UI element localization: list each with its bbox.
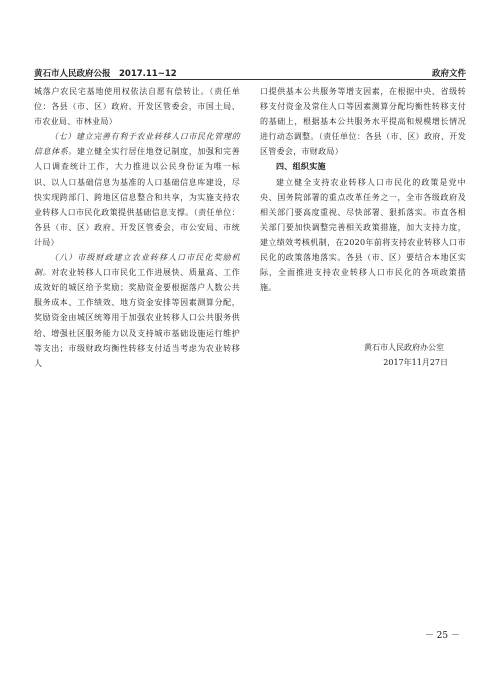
paragraph (260, 84, 466, 159)
paragraph (260, 175, 466, 296)
paragraph-text: 对农业转移人口市民化工作进展快、质量高、工作成效好的城区给予奖励；奖励资金要根据落户人数公共服务成本、工作绩效、地方资金安排等因素测算分配，奖励资金由城区统筹用于加强农业转移人口公共服务供给、增强社区服务能力以及支持城市基础设施运行维护等支出；市级财政均衡性转移支付适当考虑为农业转移人 (34, 268, 240, 368)
paragraph (34, 250, 240, 371)
paragraph-text: 城落户农民宅基地使用权依法自愿有偿转让。（责任单位：各县（市、区）政府、开发区管委会，市国土局、市农业局、市林业局） (34, 87, 240, 127)
heading-text: 四、组织实施 (276, 162, 326, 172)
paragraph-lead: （七）建立完善有利于农业转移人口市民化管理的信息体系。 (34, 132, 240, 157)
signature-org: 黄石市人民政府办公室 (364, 343, 444, 352)
paragraph-lead: （八）市级财政建立农业转移人口市民化奖励机制。 (34, 253, 240, 278)
right-column (260, 84, 466, 295)
journal-title: 黄石市人民政府公报 2017.11~12 (34, 69, 177, 79)
section-heading (260, 159, 466, 174)
page-number: － 25 － (424, 631, 460, 641)
paragraph-text: 建立健全实行居住地登记制度，加强和完善人口调查统计工作，大力推进以公民身份证为唯一标识、以人口基础信息为基准的人口基础信息库建设，尽快实现跨部门、跨地区信息整合和共享，为实施支持农业转移人口市民化政策提供基础信息支撑。（责任单位：各县（市、区）政府、开发区管委会，市公安局、市统计局） (34, 147, 241, 247)
paragraph (34, 129, 240, 250)
paragraph-text: 口提供基本公共服务等增支因素，在根据中央、省级转移支付资金及常住人口等因素测算分配均衡性转移支付的基础上，根据基本公共服务水平提高和规模增长情况进行动态调整。（责任单位：各县（市、区）政府、开发区管委会，市财政局） (260, 87, 466, 157)
signature-date: 2017年11月27日 (383, 358, 448, 367)
section-title: 政府文件 (431, 69, 466, 79)
left-column (34, 84, 240, 371)
paragraph (34, 84, 240, 129)
signature-block (260, 340, 466, 370)
paragraph-text: 建立健全支持农业转移人口市民化的政策是党中央、国务院部署的重点改革任务之一，全市各级政府及相关部门要高度重视、尽快部署、狠抓落实。市直各相关部门要加快调整完善相关政策措施，加大支持力度，建立绩效考核机制，在2020年前将支持农业转移人口市民化的政策落地落实。各县（市、区）要结合本地区实际，全面推进支持农业转移人口市民化的各项政策措施。 (260, 177, 466, 293)
header-divider (34, 79, 466, 80)
page-header (34, 64, 466, 80)
